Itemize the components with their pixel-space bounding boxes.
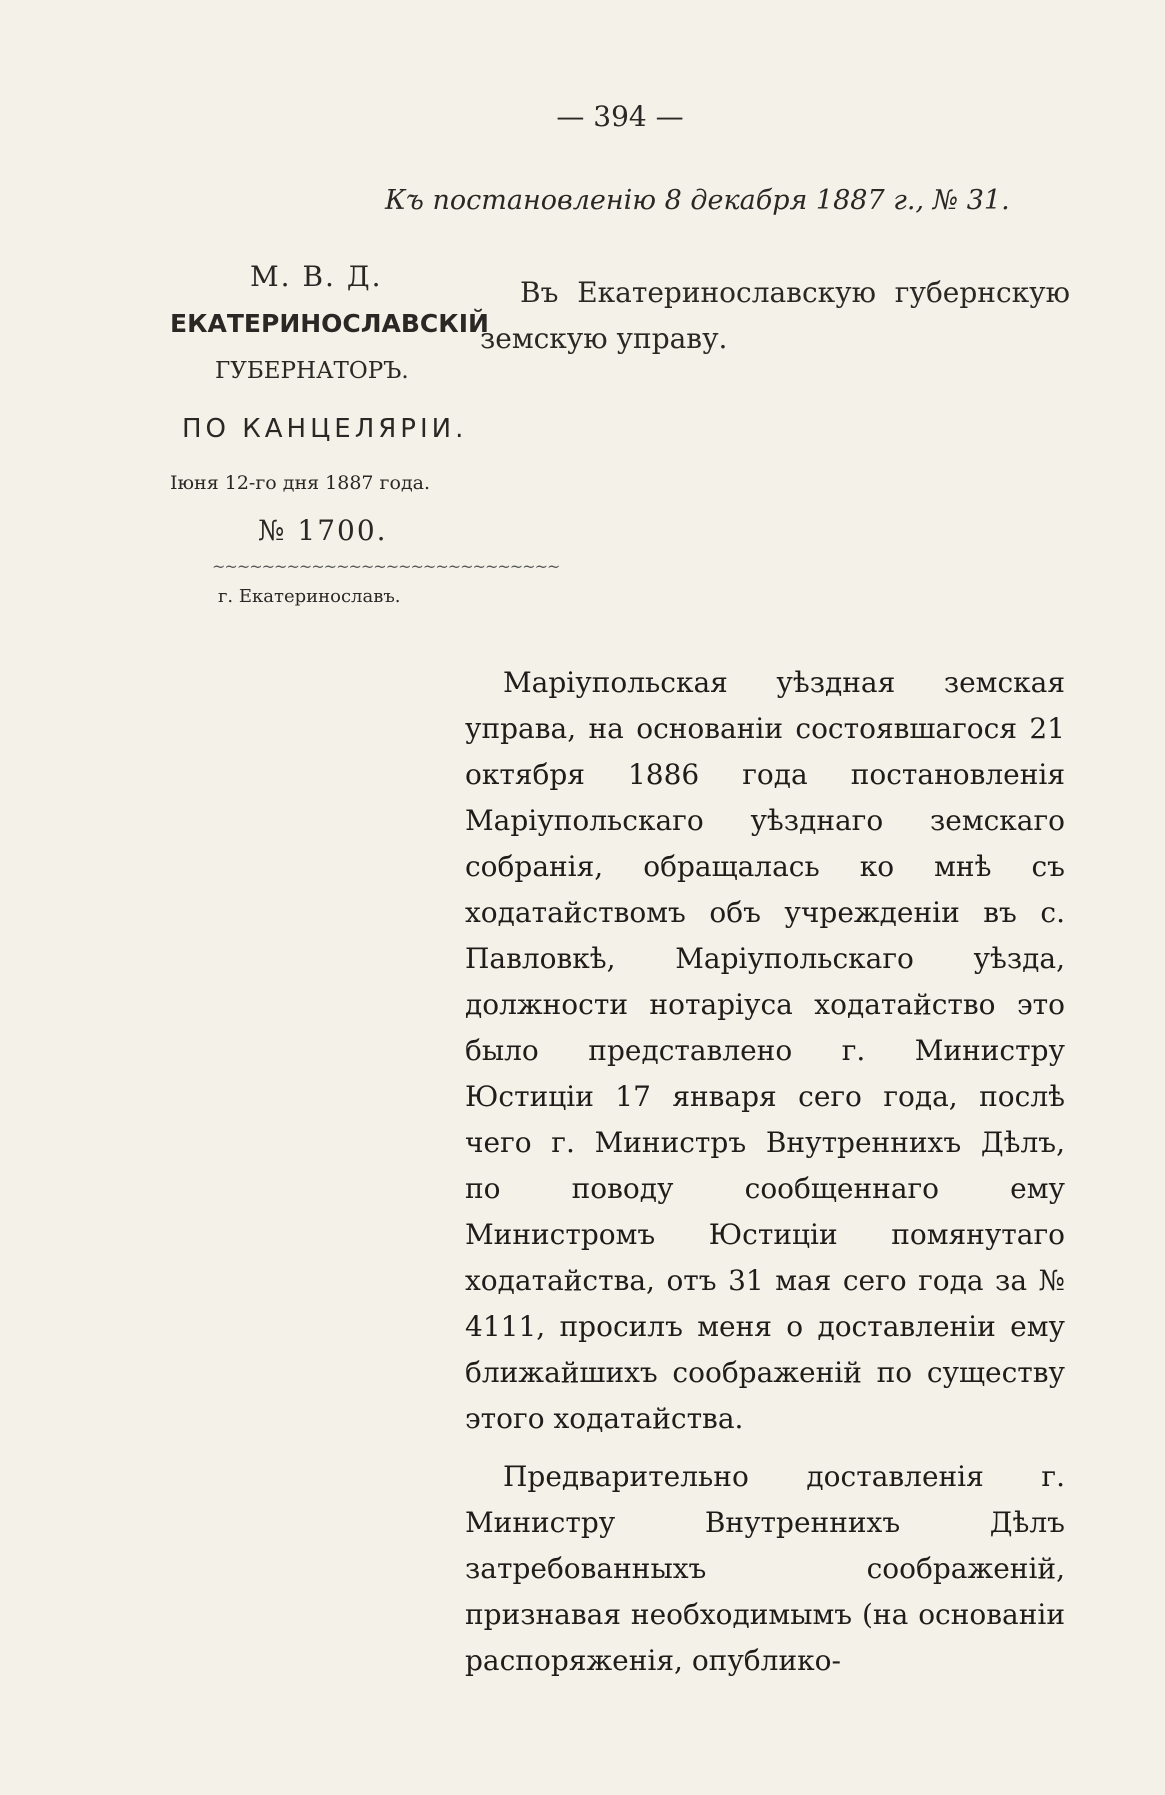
addressee-line-1: Въ Екатеринославскую губернскую xyxy=(520,276,1070,309)
letter-body xyxy=(465,660,1065,1684)
governor-subtitle: ГУБЕРНАТОРЪ. xyxy=(215,358,409,384)
body-paragraph-2: Предварительно доставленія г. Министру Внутреннихъ Дѣлъ затребованныхъ соображеній, признавая необходимымъ (на основаніи распоряженія, опублико- xyxy=(465,1460,1065,1677)
letter-number: № 1700. xyxy=(258,514,388,547)
addressee-line-2: земскую управу. xyxy=(480,322,728,355)
page-number: — 394 — xyxy=(556,100,684,133)
body-paragraph-1: Маріупольская уѣздная земская управа, на основаніи состоявшагося 21 октября 1886 года постановленія Маріупольскаго уѣзднаго земскаго собранія, обращалась ко мнѣ съ ходатайствомъ объ учрежденіи въ с. Павловкѣ, Маріупольскаго уѣзда, должности нотаріуса ходатайство это было представлено г. Министру Юстиціи 17 января сего года, послѣ чего г. Министръ Внутреннихъ Дѣлъ, по поводу сообщеннаго ему Министромъ Юстиціи помянутаго ходатайства, отъ 31 мая сего года за № 4111, просилъ меня о доставленіи ему ближайшихъ соображеній по существу этого ходатайства. xyxy=(465,666,1065,1435)
decorative-divider: ~~~~~~~~~~~~~~~~~~~~~~~~~~~~ xyxy=(212,557,560,576)
resolution-reference: Къ постановленію 8 декабря 1887 г., № 31. xyxy=(385,185,1010,216)
governor-title: ЕКАТЕРИНОСЛАВСКІЙ xyxy=(170,309,489,338)
addressee-block xyxy=(480,270,1070,362)
sender-block xyxy=(170,260,560,607)
letter-date: Іюня 12-го дня 1887 года. xyxy=(170,472,431,494)
chancery-label: ПО КАНЦЕЛЯРІИ. xyxy=(182,414,468,444)
ministry-label: М. В. Д. xyxy=(250,260,383,293)
sender-city: г. Екатеринославъ. xyxy=(218,586,401,607)
